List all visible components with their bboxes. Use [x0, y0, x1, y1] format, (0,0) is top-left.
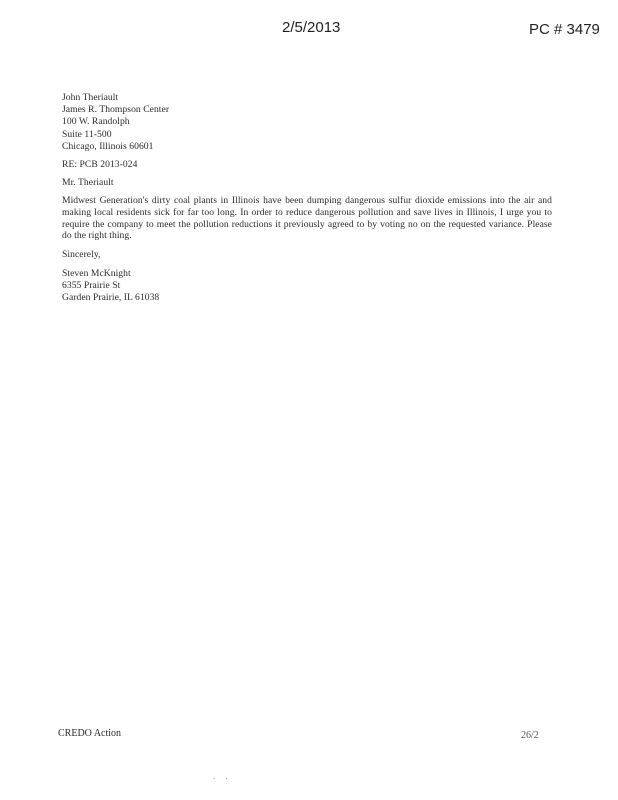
footer-page-number: 26/2 — [521, 730, 539, 741]
recipient-street: 100 W. Randolph — [62, 116, 130, 128]
pc-number: PC # 3479 — [529, 21, 600, 38]
letter-paragraph: Midwest Generation's dirty coal plants in Illinois have been dumping dangerous sulfur dioxide emissions into the air and making local residents sick for far too long. In order to reduce dangerous pollution and save lives in Illinois, I urge you to require the company to meet the pollution reductions it previously agreed to by voting no on the requested variance. Please do the right thing. — [62, 195, 552, 242]
letter-body — [62, 92, 552, 305]
sender-city: Garden Prairie, IL 61038 — [62, 292, 160, 304]
recipient-building: James R. Thompson Center — [62, 104, 170, 116]
recipient-name: John Theriault — [62, 92, 119, 103]
fax-date: 2/5/2013 — [282, 19, 341, 36]
scan-artifact: . . — [213, 772, 232, 781]
recipient-address — [62, 92, 552, 153]
salutation: Mr. Theriault — [62, 177, 114, 189]
sender-name: Steven McKnight — [62, 268, 131, 279]
recipient-suite: Suite 11-500 — [62, 128, 112, 140]
sender-signature-block — [62, 268, 552, 305]
sender-street: 6355 Prairie St — [62, 280, 121, 292]
closing: Sincerely, — [62, 248, 101, 260]
reference-line: RE: PCB 2013-024 — [62, 159, 138, 171]
footer-source: CREDO Action — [58, 728, 122, 739]
recipient-city: Chicago, Illinois 60601 — [62, 140, 154, 152]
